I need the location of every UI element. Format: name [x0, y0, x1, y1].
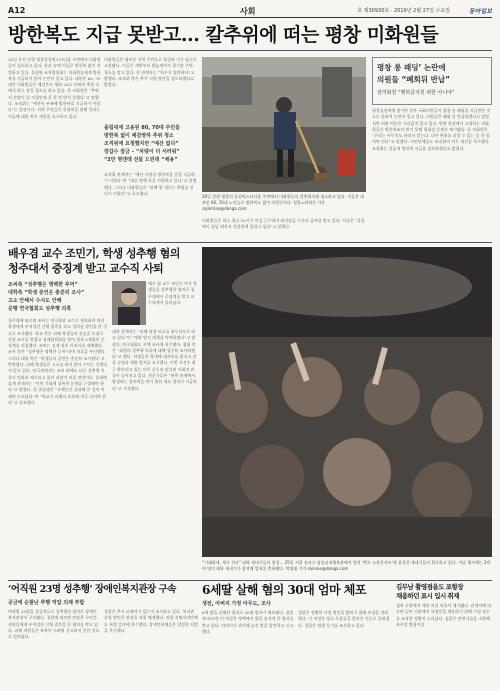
story4-body-col1: 6세 딸을 살해한 혐의로 30대 엄마가 체포됐다. 경찰에 따르면 이 여성은 자택에서 딸을 숨지게 한 혐의를 받고 있다. 아버지가 귀가해 숨진 딸을 발견하고 신고했다.	[202, 610, 294, 634]
story2-headline-line2: 청주대서 중징계 받고 교수직 사퇴	[8, 261, 164, 275]
story1-sidebar-box	[372, 57, 492, 105]
sidebar-deck-2: 의원들 “폐회뒤 반납”	[377, 75, 451, 84]
story3-deck: 공금에 순찰난 추행 억압 의제 부합	[8, 600, 85, 606]
newspaper-logo: 동아일보	[468, 8, 492, 15]
story3-headline: ‘어직원 23명 성추행’ 장애인복지관장 구속	[8, 584, 176, 595]
story1-subheads	[104, 124, 199, 164]
page-number: A12	[8, 6, 26, 15]
story1-subhead-5: “2만 명엔데 선물 드린데 “채용”	[104, 157, 178, 163]
story1-headline-rule	[8, 50, 492, 51]
story1-body-col3: 미화원들은 하루 평균 10시간 이상 근무하며 최저임금 수준의 급여를 받고 있다. 이들은 “올림픽이 끝날 때까지 건강하게 일하고 싶다”고 말했다.	[202, 218, 365, 230]
story1-body-col2-top: 미화원들은 대부분 지역 주민으로 올림픽 기간 임시로 고용됐다. 이들은 새벽부터 밤늦게까지 경기장 주변 청소를 맡고 있다. 한 관계자는 “처우가 열악하다”고 말했다. 조직위 측은 추가 지원 방안을 검토하겠다고 밝혔다.	[104, 57, 197, 88]
story1-headline: 방한복도 지급 못받고… 칼추위에 떠는 평창 미화원들	[8, 24, 439, 46]
story5-headline	[396, 583, 492, 601]
story2-body-col2: 대학 관계자는 “피해 학생 보호를 최우선으로 하고 있다”며 “재발 방지 대책을 마련하겠다”고 밝혔다. 연극협회도 자체 조사에 착수했다. 협회 측은 “회원의 성추행 의혹에 대해 엄중히 조사하겠다”고 했다. 학생들은 학내에 대자보를 붙이고 진상 규명과 재발 방지를 요구했다. 이번 사건은 최근 확산되고 있는 미투 운동과 맞물려 사회적 관심이 높아지고 있다. 전문가들은 “권력 관계에서 발생하는 성폭력을 막기 위한 제도 정비가 시급하다”고 지적했다.	[112, 329, 197, 391]
story2-photo-caption: “기대하세, 세가 간다” 대학 새내기들의 함성… 25일 서울 송파구 잠실실내체육관에서 열린 ‘멘토 소통콘서트’에 참석한 새내기들이 환호하고 있다. 이날 행사에는 2만여 명의 대학 새내기가 참석해 입학을 축하했다. 박영대 기자 sannae@donga.com	[202, 560, 491, 571]
story5-body: 경북 포항에서 채용 비리 의혹이 제기됐다. 관계자에 따르면 일부 기관에서 특정인을 채용하기 위해 시험 점수를 조작한 정황이 드러났다. 검찰은 관련자들을 소환해 조사할 방침이다.	[396, 603, 492, 627]
story2-deck-3: 고소 안해서 수사도 안해	[8, 298, 62, 304]
story2-deck-4: 문행 연극협회도 성추행 의혹	[8, 306, 72, 312]
story2-headline-line1: 배우겸 교수 조민기, 학생 성추행 혐의	[8, 247, 180, 260]
story2-deck-2: 대학측 “학생 증언은 충분히 조사”	[8, 290, 85, 296]
story4-headline: 6세딸 살해 혐의 30대 엄마 체포	[202, 583, 366, 597]
story2-body-col1: 청주대에 따르면 조씨는 연극학과 교수로 재직하며 여러 학생에게 부적절한 신체 접촉을 하고 성희롱 발언을 한 것으로 조사됐다. 학교 측은 피해 학생들의 진술을 토대로 진상 조사를 벌였고 징계위원회를 열어 정직 3개월의 중징계를 의결했다. 조씨는 징계 직후 사직서를 제출했다. 조씨 측은 “성추행은 명백한 루머”라며 의혹을 부인했다. 그러나 대학 측은 “학생들의 증언은 충분히 조사했다”고 반박했다. 피해 학생들은 고소를 하지 않아 수사는 진행되지 않고 있다. 연극계에서는 조씨 외에도 다른 성추행 의혹이 잇따라 제기되고 있어 파장이 커질 전망이다. 문화예술계 관계자는 “이번 기회에 성폭력 문제를 근절해야 한다”고 말했다. 한 졸업생은 “오랫동안 쉬쉬해 온 일이 이제야 드러났다”며 “학교가 피해자 보호에 적극 나서야 한다”고 강조했다.	[8, 318, 108, 405]
section-title: 사회	[240, 7, 256, 16]
story1-photo	[202, 57, 366, 192]
story2-portrait	[112, 281, 146, 325]
cleaner-photo-graphic	[202, 57, 366, 192]
story4-body-col2: 경찰은 정확한 사망 원인을 밝히기 위해 부검을 의뢰했다. 이 여성은 평소 우울증을 앓아온 것으로 알려졌다. 경찰은 범행 동기를 조사하고 있다.	[298, 610, 390, 628]
story1-bottom-rule	[8, 242, 492, 243]
portrait-graphic	[112, 281, 146, 325]
story4-deck: 생전, 아버지 가정 아무도, 조사	[202, 601, 271, 607]
sidebar-deck-1: 평창 롱 패딩’ 논란에	[377, 63, 446, 72]
story1-subhead-1: 올림픽에 고용된 80, 70대 주민들	[104, 125, 180, 131]
sidebar-deck-3: 전미화원 “행하급지원 위한 아니야”	[377, 90, 455, 96]
issue-date: 호 제30930호 · 2019년 2월 27일 수요일	[357, 8, 450, 14]
story5-headline-line1: 김무남 촬영점을도 포항장	[396, 583, 464, 591]
story2-concert-photo	[202, 247, 492, 557]
story2-deck-1: 조씨측 “성추행은 명백한 루머”	[8, 282, 78, 288]
story3-body-col2: 경찰은 추가 피해자가 있는지 조사하고 있다. 복지관 운영 법인은 관장을 직위 해제했다. 관할 지방자치단체도 특별 감사에 착수했다. 장애인단체들은 엄정한 처벌을 촉구했다.	[104, 609, 198, 633]
story2-bottom-rule	[8, 580, 492, 581]
story2-headline	[8, 247, 198, 276]
story1-subhead-2: 방한복 없이 체감영하 추위 청소	[104, 133, 174, 139]
story1-subhead-4: 장갑수 잠금 – “차량이 더 서러워”	[104, 149, 180, 155]
story1-body-col1: 20일 오전 강원 평창올림픽스타디움 주변에서 미화원들이 청소하고 있다. 한파 속에 이들은 방한복 없이 작업하고 있다. 올림픽 조직위원회는 미화원들에게 방한복을 지급하지 않아 논란이 일고 있다. 대부분 60, 70대인 미화원들은 체감온도 영하 20도 안팎의 추위 속에서 하루 종일 청소를 하고 있다. 한 미화원은 “추워서 손발이 얼 지경인데 옷 한 벌 받지 못했다”고 말했다. 조직위는 “예산이 부족해 방한복을 지급하기 어렵다”는 입장이다. 지역 주민들은 올림픽을 위해 일하는 이들에 대한 처우 개선을 요구하고 있다.	[8, 57, 101, 119]
page-header	[8, 4, 492, 18]
story5-headline-line2: 채용하던 표시 입시 취재	[396, 592, 460, 600]
story2-body-col1a: 배우 겸 교수 조민기 씨가 학생들을 성추행한 혐의로 청주대에서 중징계를 받고 교수직에서 물러났다.	[148, 281, 197, 305]
story1-body-col2-bottom: 조직위 관계자는 “예산 사정상 방한복을 일괄 지급하기 어렵다”며 “대신 핫팩 등을 지원하고 있다”고 설명했다. 그러나 미화원들은 “핫팩 몇 개로는 추위를 견디기 어렵다”고 호소했다.	[104, 172, 197, 196]
story2-decks	[8, 281, 108, 313]
crowd-photo-graphic	[202, 247, 492, 557]
story1-subhead-3: 조직위에 요청했지만 “예산 없다”	[104, 141, 179, 147]
story1-photo-caption: 20일 강원 평창의 올림픽스타디움 주변에서 미화원들이 칼추위속에 청소하고 있다. 이들은 대부분 60, 70대 노인들로 방한복도 없이 작업중이다. 평창=최혁중 기자 sajinman@donga.com	[202, 194, 365, 211]
story1-sidebar-body: 평창올림픽에 참가한 일부 국회의원들이 평창 롱 패딩을 지급받은 것으로 알려져 논란이 일고 있다. 의원들은 폐회 뒤 반납하겠다고 밝혔지만 비판 여론은 가라앉지 않고 있다. 반면 현장에서 고생하는 미화원들은 방한복조차 받지 못해 형평성 문제가 제기됐다. 한 미화원은 “우리는 아무것도 바라지 않는다. 다만 추위를 피할 수 있는 옷 한 벌이면 된다”고 말했다. 시민단체들도 조직위의 처우 개선을 촉구했다. 조직위는 뒤늦게 방한복 지급을 검토하겠다고 밝혔다.	[372, 108, 491, 151]
story3-body-col1: 여직원 23명을 상습적으로 성추행한 혐의로 장애인복지관장이 구속됐다. 경찰에 따르면 관장은 수년간 직원들에게 부적절한 신체 접촉을 한 혐의를 받고 있다. 피해 직원들은 보복이 두려워 신고하지 못한 것으로 알려졌다.	[8, 609, 100, 640]
